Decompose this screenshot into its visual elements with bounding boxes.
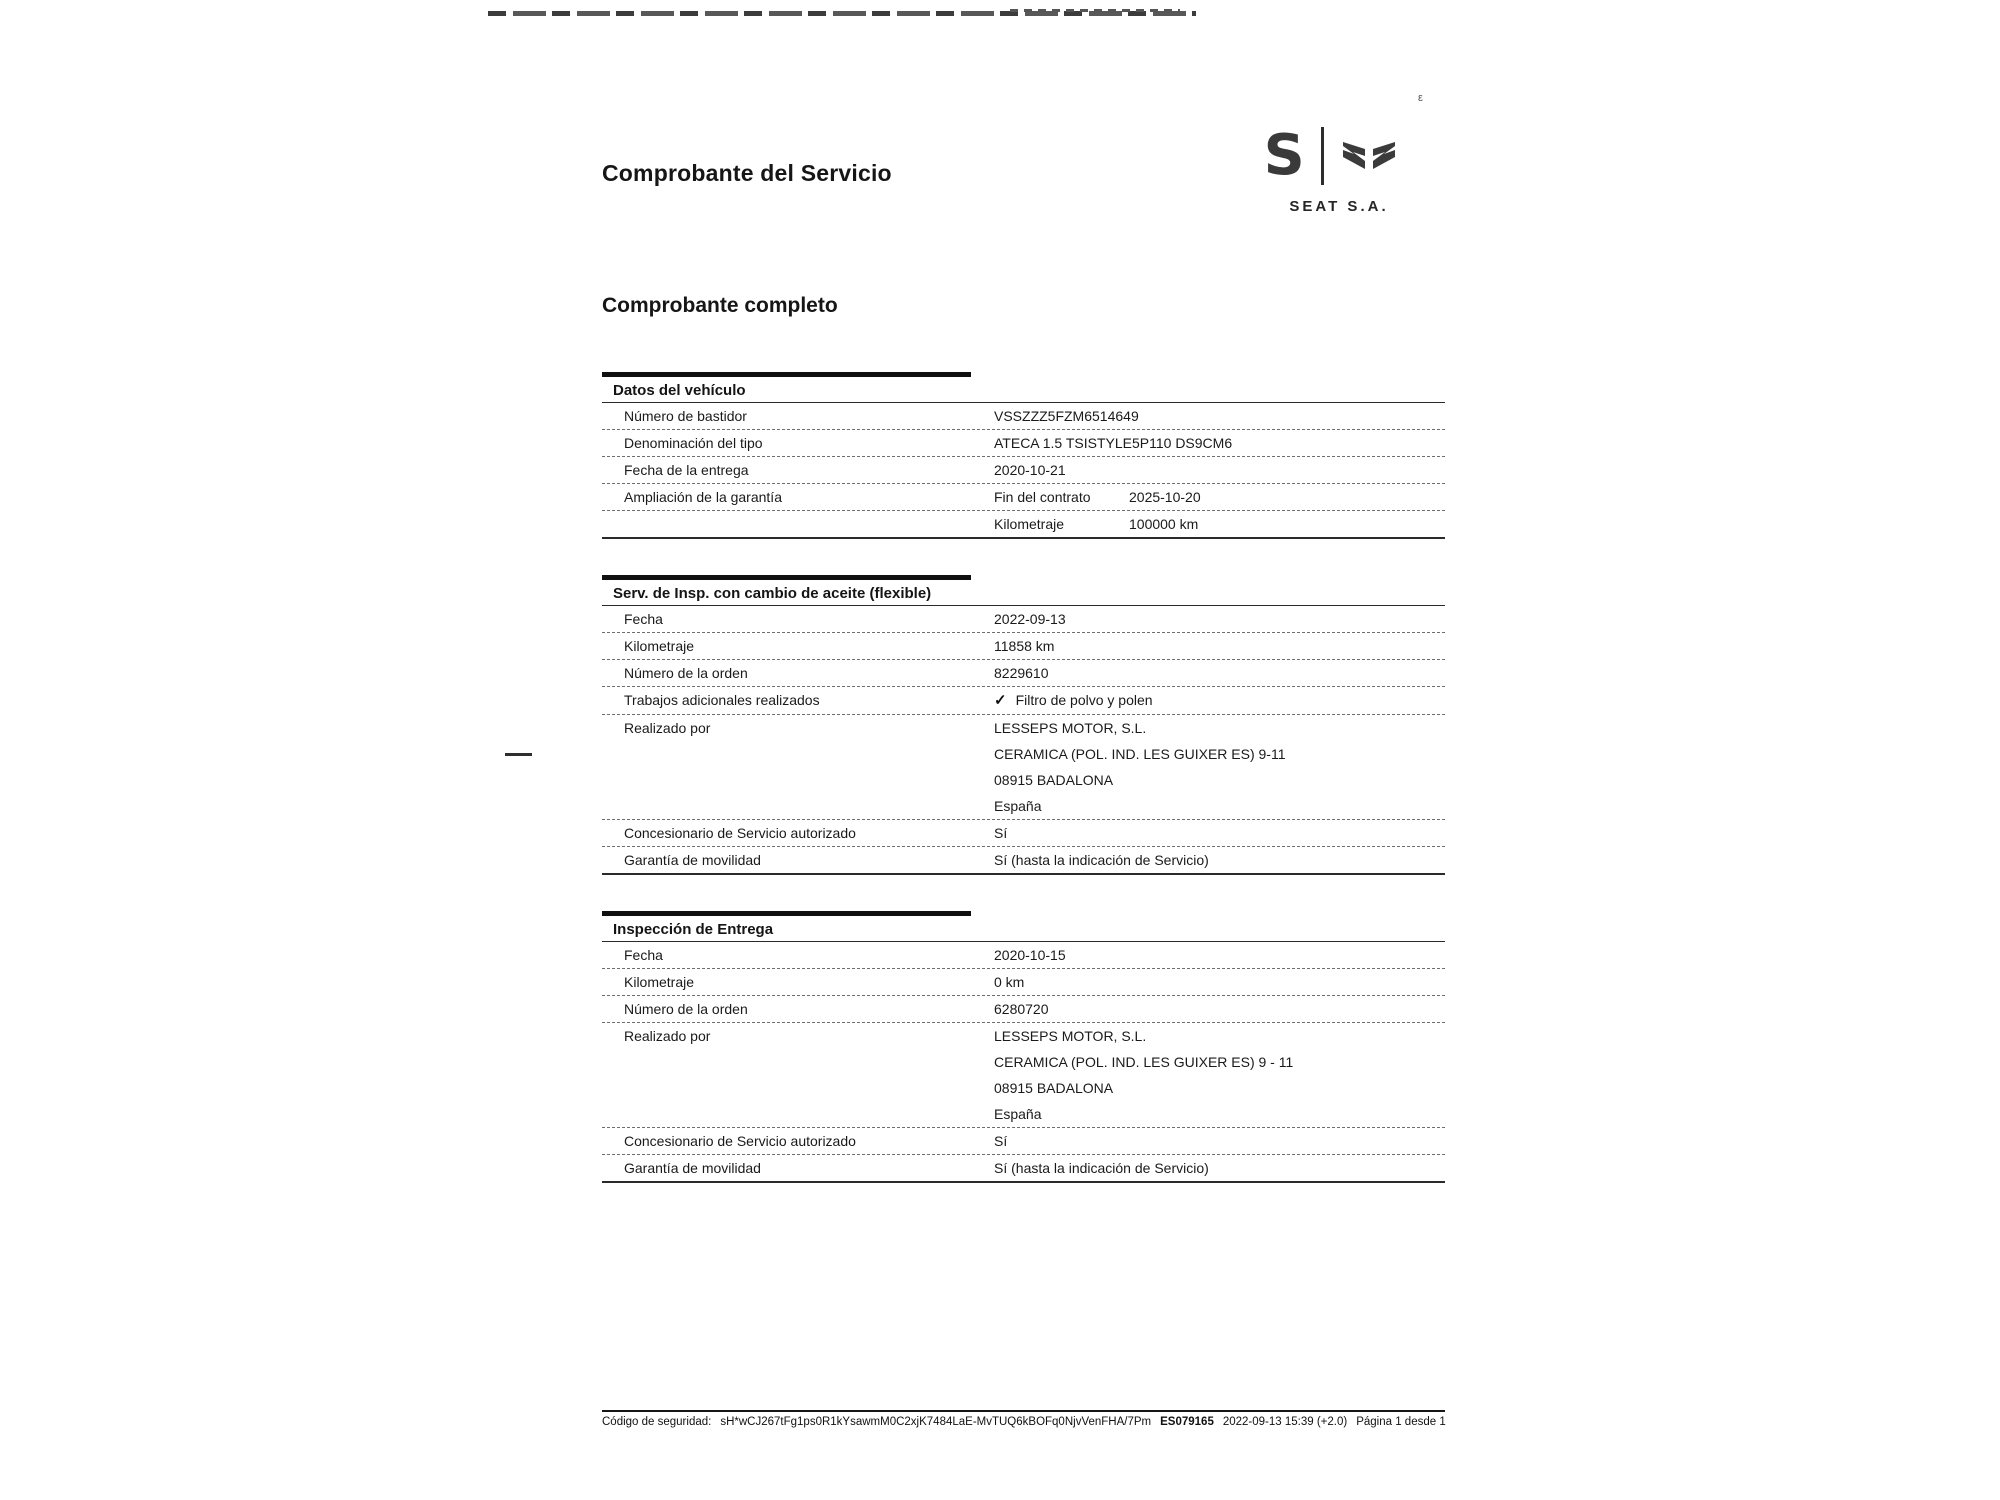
scan-artifact-streak-2	[1010, 9, 1180, 12]
table-row	[602, 942, 1445, 969]
row-label: Número de bastidor	[624, 408, 747, 424]
section-title: Serv. de Insp. con cambio de aceite (flexible)	[613, 585, 932, 602]
value-text: Sí (hasta la indicación de Servicio)	[994, 1160, 1209, 1176]
value-pair	[994, 484, 1445, 510]
table-row	[602, 484, 1445, 511]
row-label: Número de la orden	[624, 665, 748, 681]
row-value	[994, 511, 1445, 537]
value-text: 0 km	[994, 974, 1025, 990]
pair-value: 100000 km	[1129, 516, 1199, 532]
value-text: ATECA 1.5 TSISTYLE5P110 DS9CM6	[994, 435, 1233, 451]
table-row	[602, 606, 1445, 633]
row-label: Fecha	[624, 947, 663, 963]
row-label: Garantía de movilidad	[624, 1160, 761, 1176]
value-text: Sí (hasta la indicación de Servicio)	[994, 852, 1209, 868]
row-label: Garantía de movilidad	[624, 852, 761, 868]
logo-separator	[1321, 127, 1324, 185]
row-label: Ampliación de la garantía	[624, 489, 782, 505]
row-label: Concesionario de Servicio autorizado	[624, 825, 856, 841]
table-row	[602, 820, 1445, 847]
row-value	[994, 606, 1445, 632]
table-row	[602, 687, 1445, 715]
row-value	[994, 820, 1445, 846]
brand-block	[1264, 124, 1420, 215]
row-label: Fecha	[624, 611, 663, 627]
value-text: VSSZZZ5FZM6514649	[994, 408, 1139, 424]
cupra-logo-icon	[1341, 136, 1397, 176]
row-value	[994, 969, 1445, 995]
document-subtitle: Comprobante completo	[602, 294, 838, 317]
table-row	[602, 457, 1445, 484]
table-row	[602, 1023, 1445, 1128]
table-row	[602, 511, 1445, 539]
row-value	[994, 1023, 1445, 1127]
table-row	[602, 715, 1445, 820]
footer-timestamp: 2022-09-13 15:39 (+2.0)	[1222, 1416, 1348, 1428]
value-pair	[994, 511, 1445, 537]
table-row	[602, 430, 1445, 457]
row-value	[994, 996, 1445, 1022]
table-row	[602, 1128, 1445, 1155]
value-text: 6280720	[994, 1001, 1049, 1017]
row-value	[994, 1155, 1445, 1181]
table-row	[602, 996, 1445, 1023]
security-label: Código de seguridad:	[602, 1416, 712, 1428]
row-label: Kilometraje	[624, 974, 695, 990]
row-value	[994, 847, 1445, 873]
table-row	[602, 1155, 1445, 1183]
check-icon: ✓	[994, 692, 1007, 709]
address-line: LESSEPS MOTOR, S.L.	[994, 1028, 1147, 1044]
row-value	[994, 403, 1445, 429]
address-line: España	[994, 1106, 1042, 1122]
address-line: LESSEPS MOTOR, S.L.	[994, 720, 1147, 736]
pair-name: Fin del contrato	[994, 489, 1091, 505]
row-value	[994, 633, 1445, 659]
section-2	[602, 911, 1445, 1183]
value-text: Sí	[994, 1133, 1008, 1149]
value-text: 2022-09-13	[994, 611, 1066, 627]
section-title: Inspección de Entrega	[613, 921, 774, 938]
document-title: Comprobante del Servicio	[602, 160, 892, 186]
row-label: Fecha de la entrega	[624, 462, 749, 478]
page-number: Página 1 desde 1	[1356, 1416, 1446, 1428]
value-text: 2020-10-15	[994, 947, 1066, 963]
seat-logo-icon: S	[1263, 123, 1305, 188]
row-value	[994, 660, 1445, 686]
table-row	[602, 403, 1445, 430]
row-label: Número de la orden	[624, 1001, 748, 1017]
pair-value: 2025-10-20	[1129, 489, 1201, 505]
address-line: 08915 BADALONA	[994, 772, 1114, 788]
address-line: CERAMICA (POL. IND. LES GUIXER ES) 9-11	[994, 746, 1286, 762]
row-label: Realizado por	[624, 720, 711, 736]
value-text: Sí	[994, 825, 1008, 841]
row-value	[994, 430, 1445, 456]
value-text: Filtro de polvo y polen	[1015, 692, 1153, 708]
row-value	[994, 457, 1445, 483]
address-line: España	[994, 798, 1042, 814]
table-row	[602, 633, 1445, 660]
sections-container	[602, 372, 1445, 1219]
logo-row	[1264, 124, 1420, 188]
section-1	[602, 575, 1445, 875]
row-label: Realizado por	[624, 1028, 711, 1044]
table-row	[602, 969, 1445, 996]
row-value	[994, 1128, 1445, 1154]
table-row	[602, 660, 1445, 687]
row-label: Trabajos adicionales realizados	[624, 692, 820, 708]
row-value	[994, 942, 1445, 968]
scan-artifact-dash	[505, 753, 532, 756]
pair-name: Kilometraje	[994, 516, 1065, 532]
row-label	[602, 511, 994, 537]
row-label: Kilometraje	[624, 638, 695, 654]
scan-artifact-mark: ε	[1418, 92, 1423, 104]
table-row	[602, 847, 1445, 875]
section-title: Datos del vehículo	[613, 382, 746, 399]
value-text: 2020-10-21	[994, 462, 1066, 478]
row-label: Denominación del tipo	[624, 435, 763, 451]
security-code: sH*wCJ267tFg1ps0R1kYsawmM0C2xjK7484LaE-MvTUQ6kBOFq0NjvVenFHA/7Pm	[720, 1416, 1152, 1428]
row-label: Concesionario de Servicio autorizado	[624, 1133, 856, 1149]
address-line: 08915 BADALONA	[994, 1080, 1114, 1096]
footer	[602, 1410, 1445, 1428]
value-text: 11858 km	[994, 638, 1055, 654]
row-value	[994, 687, 1445, 714]
brand-name: SEAT S.A.	[1289, 198, 1389, 215]
row-value	[994, 484, 1445, 510]
row-value	[994, 715, 1445, 819]
section-0	[602, 372, 1445, 539]
doc-id: ES079165	[1160, 1416, 1214, 1428]
footer-security-line	[602, 1416, 1356, 1428]
address-line: CERAMICA (POL. IND. LES GUIXER ES) 9 - 11	[994, 1054, 1294, 1070]
value-text: 8229610	[994, 665, 1049, 681]
